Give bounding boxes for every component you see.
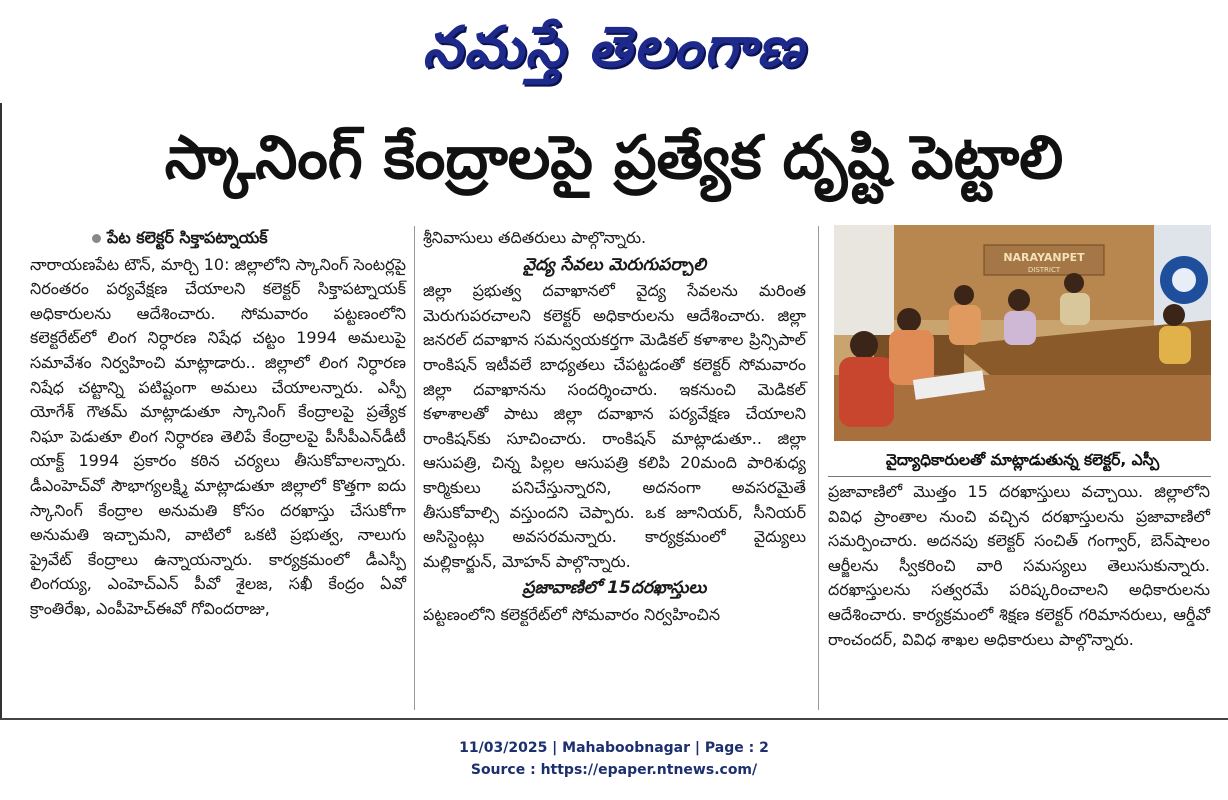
article-paragraph: జిల్లా ప్రభుత్వ దవాఖానలో వైద్య సేవలను మరింత మెరుగుపరచాలని కలెక్టర్ అధికారులను ఆదేశించారు. జిల్లా జనరల్ దవాఖాన సమన్వయకర్తగా మెడికల్ కళాశాల ప్రిన్సిపాల్ రాంకిషన్ ఇటీవలే బాధ్యతలు చేపట్టడంతో కలెక్టర్ సోమవారం జిల్లా దవాఖానను సందర్శించారు. ఇకనుంచి మెడికల్ కళాశాలతో పాటు జిల్లా దవాఖాన పర్యవేక్షణ చేయాలని రాంకిషన్‌కు సూచించారు. రాంకిషన్ మాట్లాడుతూ.. జిల్లా ఆసుపత్రి, చిన్న పిల్లల ఆసుపత్రి కలిపి 20మంది పారిశుధ్య కార్మికులు పనిచేస్తున్నారని, అదనంగా అవసరమైతే తీసుకోవాల్సి వస్తుందని చెప్పారు. ఒక జూనియర్, సీనియర్ అసిస్టెంట్లు అవసరమన్నారు. కార్యక్రమంలో వైద్యులు మల్లికార్జున్, మోహన్ పాల్గొన్నారు. bbox=[423, 281, 806, 571]
news-photo bbox=[834, 225, 1211, 441]
article-column-2 bbox=[423, 226, 806, 628]
banner-text: NARAYANPET bbox=[1003, 251, 1085, 264]
meeting-photo bbox=[834, 225, 1211, 441]
article-paragraph: పట్టణంలోని కలెక్టరేట్‌లో సోమవారం నిర్వహించిన bbox=[423, 604, 721, 624]
article-paragraph: ప్రజావాణిలో మొత్తం 15 దరఖాస్తులు వచ్చాయి. జిల్లాలోని వివిధ ప్రాంతాల నుంచి వచ్చిన దరఖాస్తులను ప్రజావాణిలో సమర్పించారు. అదనపు కలెక్టర్ సంచిత్ గంగ్వార్, బెన్‌షాలం ఆర్జీలను స్వీకరించి వారి సమస్యలు తెలుసుకున్నారు. దరఖాస్తులను సత్వరమే పరిష్కరించాలని అధికారులను ఆదేశించారు. కార్యక్రమంలో శిక్షణ కలెక్టర్ గరిమానరులు, ఆర్డీవో రాంచందర్, వివిధ శాఖల అధికారులు పాల్గొన్నారు. bbox=[828, 482, 1210, 649]
footer-date-line: 11/03/2025 | Mahaboobnagar | Page : 2 bbox=[459, 740, 769, 756]
masthead bbox=[0, 0, 1228, 96]
article-paragraph: శ్రీనివాసులు తదితరులు పాల్గొన్నారు. bbox=[423, 228, 647, 247]
article-paragraph: నారాయణపేట టౌన్, మార్చి 10: జిల్లాలోని స్కానింగ్ సెంటర్లపై నిరంతరం పర్యవేక్షణ చేయాలని కలెక్టర్ సిక్తాపట్నాయక్ అధికారులను ఆదేశించారు. సోమవారం పట్టణంలోని కలెక్టరేట్‌లో లింగ నిర్ధారణ నిషేధ చట్టం 1994 అమలుపై సమావేశం నిర్వహించి మాట్లాడారు.. జిల్లాలో లింగ నిర్ధారణ నిషేధ చట్టాన్ని పటిష్టంగా అమలు చేయాలన్నారు. ఎస్పీ యోగేశ్ గౌతమ్ మాట్లాడుతూ స్కానింగ్ కేంద్రాలపై ప్రత్యేక నిఘా పెడుతూ లింగ నిర్ధారణ తెలిపే కేంద్రాలపై పీసీపీఎన్‌డీటీ యాక్ట్ 1994 ప్రకారం కఠిన చర్యలు తీసుకోవాలన్నారు. డీఎంహెచ్‌వో సౌభాగ్యలక్ష్మి మాట్లాడుతూ జిల్లాలో కొత్తగా ఐదు స్కానింగ్ కేంద్రాల అనుమతి కోసం దరఖాస్తు చేసుకోగా అనుమతి ఇచ్చామని, వాటిలో ఒకటి ప్రభుత్వ, నాలుగు ప్రైవేట్ కేంద్రాలు ఉన్నాయన్నారు. కార్యక్రమంలో డీఎస్పీ లింగయ్య, ఎంహెచ్ఎన్ పీవో శైలజ, సఖీ కేంద్రం ఏవో క్రాంతిరేఖ, ఎంపీహెచ్ఈవో గోవిందరాజు, bbox=[30, 254, 406, 618]
photo-caption: వైద్యాధికారులతో మాట్లాడుతున్న కలెక్టర్, ఎస్పీ bbox=[885, 451, 1160, 469]
headline: స్కానింగ్ కేంద్రాలపై ప్రత్యేక దృష్టి పెట్టాలి bbox=[164, 123, 1064, 193]
byline bbox=[92, 226, 406, 251]
banner-subtext: DISTRICT bbox=[1027, 266, 1061, 274]
bullet-icon bbox=[92, 234, 101, 243]
newspaper-logo: నమస్తే తెలంగాణ bbox=[422, 15, 806, 80]
column-divider bbox=[414, 226, 415, 710]
caption-divider bbox=[828, 476, 1211, 477]
article-column-3 bbox=[828, 480, 1210, 652]
byline-text: పేట కలెక్టర్ సిక్తాపట్నాయక్ bbox=[107, 228, 268, 247]
page-border-bottom bbox=[0, 718, 1228, 720]
column-divider bbox=[818, 226, 819, 710]
footer bbox=[0, 737, 1228, 781]
subheading: వైద్య సేవలు మెరుగుపర్చాలి bbox=[522, 254, 706, 275]
page-border-left bbox=[0, 103, 2, 720]
footer-source-line: Source : https://epaper.ntnews.com/ bbox=[470, 762, 758, 778]
article-column-1 bbox=[30, 226, 406, 622]
subheading: ప్రజావాణిలో 15దరఖాస్తులు bbox=[522, 578, 707, 599]
